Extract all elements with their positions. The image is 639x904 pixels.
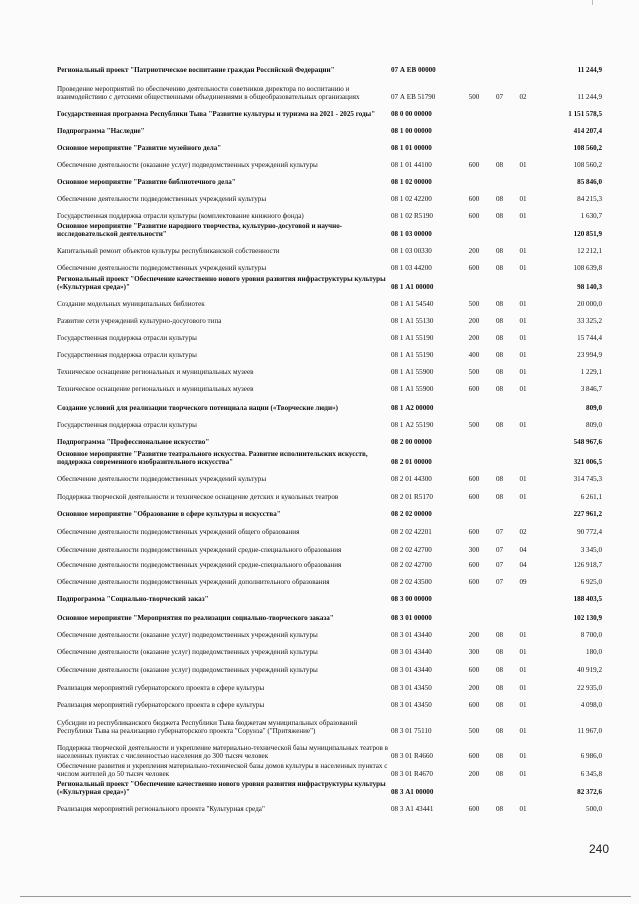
- scan-edge-line: [20, 896, 631, 897]
- row-section: 08: [495, 727, 504, 735]
- row-expense-type: 200: [468, 684, 480, 692]
- row-name: Региональный проект "Обеспечение качественно нового уровня развития инфраструктуры культуры («Культурная среда»)": [57, 275, 386, 291]
- row-section: 08: [495, 701, 504, 709]
- table-row: [57, 272, 602, 291]
- row-subsection: 01: [519, 421, 527, 429]
- row-code: 08 1 А2 00000: [391, 404, 434, 412]
- row-code: 08 1 03 00000: [391, 230, 432, 238]
- row-code: 08 2 02 00000: [391, 510, 432, 518]
- row-code: 08 2 00 00000: [391, 438, 432, 446]
- row-code: 08 3 00 00000: [391, 595, 432, 603]
- row-section: 08: [495, 317, 504, 325]
- row-amount: 20 000,0: [577, 300, 602, 308]
- row-expense-type: 600: [468, 578, 480, 586]
- row-code: 08 1 03 44200: [391, 264, 432, 272]
- row-name: Подпрограмма "Социально-творческий заказ": [57, 595, 209, 603]
- table-row: [57, 569, 602, 586]
- table-row: [57, 778, 602, 796]
- row-code: 08 3 01 75110: [391, 727, 432, 735]
- row-subsection: 01: [519, 752, 527, 760]
- row-name: Субсидии из республиканского бюджета Республики Тыва бюджетам муниципальных образований Республики Тыва на реализацию губернаторского проекта "Сорунза" ("Притяжение"): [57, 719, 358, 735]
- row-name: Обеспечение деятельности подведомственных учреждений общего образования: [57, 528, 300, 536]
- row-expense-type: 600: [468, 561, 480, 569]
- row-code: 08 0 00 00000: [391, 110, 432, 118]
- row-code: 08 1 А1 00000: [391, 283, 434, 291]
- row-section: 08: [495, 421, 504, 429]
- table-row: [57, 796, 602, 813]
- row-amount: 314 745,3: [573, 475, 602, 483]
- row-amount: 90 772,4: [577, 528, 602, 536]
- table-row: [57, 169, 602, 186]
- row-subsection: 01: [519, 195, 527, 203]
- row-expense-type: 500: [468, 300, 480, 308]
- row-section: 08: [495, 648, 504, 656]
- row-code: 08 2 01 R5170: [391, 493, 433, 501]
- row-section: 08: [495, 666, 504, 674]
- row-section: 08: [495, 805, 504, 813]
- row-subsection: 01: [519, 334, 527, 342]
- table-row: [57, 52, 602, 74]
- row-name: Государственная поддержка отрасли культуры: [57, 351, 197, 359]
- row-amount: 809,0: [586, 421, 602, 429]
- row-code: 08 3 01 43450: [391, 701, 432, 709]
- row-name: Региональный проект "Обеспечение качественно нового уровня развития инфраструктуры культуры («Культурная среда»)": [57, 780, 386, 796]
- table-row: [57, 501, 602, 518]
- row-section: 08: [495, 161, 504, 169]
- table-row: [57, 518, 602, 536]
- table-row: [57, 376, 602, 393]
- row-code: 08 1 01 00000: [391, 144, 432, 152]
- row-amount: 6 986,0: [580, 752, 602, 760]
- row-subsection: 04: [519, 546, 527, 554]
- row-amount: 126 918,7: [573, 561, 602, 569]
- row-code: 08 2 02 43500: [391, 578, 432, 586]
- row-subsection: 04: [519, 561, 527, 569]
- row-name: Обеспечение деятельности подведомственных учреждений средне-специального образования: [57, 561, 342, 569]
- row-name: Создание модельных муниципальных библиотек: [57, 300, 205, 308]
- row-code: 08 1 02 00000: [391, 178, 432, 186]
- row-subsection: 01: [519, 727, 527, 735]
- row-name: Подпрограмма "Наследие": [57, 127, 145, 135]
- row-name: Обеспечение развития и укрепления материально-технической базы домов культуры в населенных пунктах с числом жителей до 50 тысяч человек: [57, 762, 388, 778]
- row-section: 08: [495, 493, 504, 501]
- row-section: 08: [495, 195, 504, 203]
- row-expense-type: 200: [468, 631, 480, 639]
- row-section: 08: [495, 770, 504, 778]
- table-row: [57, 118, 602, 135]
- row-code: 08 1 01 44100: [391, 161, 432, 169]
- row-subsection: 01: [519, 212, 527, 220]
- row-expense-type: 300: [468, 648, 480, 656]
- row-section: 08: [495, 752, 504, 760]
- row-code: 08 1 02 42200: [391, 195, 432, 203]
- table-row: [57, 308, 602, 325]
- scan-mark: [592, 0, 593, 5]
- table-row: [57, 622, 602, 639]
- row-amount: 98 140,3: [577, 283, 602, 291]
- row-amount: 22 935,0: [577, 684, 602, 692]
- row-amount: 1 630,7: [580, 212, 602, 220]
- row-expense-type: 600: [468, 264, 480, 272]
- row-amount: 6 925,0: [580, 578, 602, 586]
- table-row: [57, 291, 602, 308]
- row-amount: 6 345,8: [580, 770, 602, 778]
- row-name: Подпрограмма "Профессиональное искусство": [57, 438, 210, 446]
- row-name: Государственная поддержка отрасли культуры (комплектование книжного фонда): [57, 212, 304, 220]
- row-code: 08 3 01 R4670: [391, 770, 433, 778]
- row-code: 08 2 02 42700: [391, 546, 432, 554]
- table-row: [57, 393, 602, 412]
- row-name: Региональный проект "Патриотическое воспитание граждан Российской Федерации": [57, 66, 335, 74]
- table-row: [57, 536, 602, 554]
- row-name: Поддержка творческой деятельности и укрепление материально-технической базы муниципальных театров в населенных пунктах с численностью населения до 300 тысяч человек: [57, 744, 389, 760]
- row-code: 08 2 01 44300: [391, 475, 432, 483]
- row-expense-type: 600: [468, 212, 480, 220]
- row-amount: 809,0: [586, 404, 602, 412]
- row-amount: 12 212,1: [577, 247, 602, 255]
- row-name: Основное мероприятие "Развитие народного творчества, культурно-досуговой и научно-исследовательской деятельности": [57, 222, 343, 238]
- row-code: 08 1 А1 55190: [391, 351, 434, 359]
- budget-table: [57, 52, 602, 813]
- row-section: 08: [495, 475, 504, 483]
- row-expense-type: 500: [468, 727, 480, 735]
- row-section: 08: [495, 631, 504, 639]
- row-amount: 1 151 578,5: [568, 110, 602, 118]
- row-subsection: 09: [519, 578, 527, 586]
- table-row: [57, 325, 602, 342]
- table-row: [57, 446, 602, 466]
- row-amount: 11 967,0: [577, 727, 602, 735]
- row-amount: 108 560,2: [573, 161, 602, 169]
- row-subsection: 01: [519, 631, 527, 639]
- row-name: Капитальный ремонт объектов культуры республиканской собственности: [57, 247, 280, 255]
- row-amount: 500,0: [586, 805, 602, 813]
- row-name: Реализация мероприятий регионального проекта "Культурная среда": [57, 805, 265, 813]
- row-expense-type: 500: [468, 368, 480, 376]
- row-expense-type: 600: [468, 805, 480, 813]
- row-name: Государственная поддержка отрасли культуры: [57, 421, 197, 429]
- table-row: [57, 483, 602, 501]
- row-code: 08 2 01 00000: [391, 458, 432, 466]
- row-expense-type: 600: [468, 528, 480, 536]
- row-code: 08 1 02 R5190: [391, 212, 433, 220]
- row-amount: 1 229,1: [580, 368, 602, 376]
- row-amount: 11 244,9: [577, 93, 602, 101]
- row-expense-type: 600: [468, 666, 480, 674]
- row-section: 08: [495, 300, 504, 308]
- row-name: Обеспечение деятельности (оказание услуг) подведомственных учреждений культуры: [57, 648, 318, 656]
- row-code: 08 1 А1 55900: [391, 385, 434, 393]
- row-amount: 321 006,5: [573, 458, 602, 466]
- row-code: 08 3 01 00000: [391, 614, 432, 622]
- table-row: [57, 586, 602, 603]
- row-section: 08: [495, 334, 504, 342]
- table-row: [57, 186, 602, 203]
- row-subsection: 01: [519, 351, 527, 359]
- row-subsection: 01: [519, 247, 527, 255]
- row-subsection: 01: [519, 300, 527, 308]
- row-subsection: 01: [519, 666, 527, 674]
- row-code: 08 3 А1 00000: [391, 788, 434, 796]
- row-amount: 414 207,4: [573, 127, 602, 135]
- row-code: 08 3 01 43440: [391, 648, 432, 656]
- table-row: [57, 692, 602, 709]
- row-name: Основное мероприятие "Развитие театрального искусства. Развитие исполнительских искусств, поддержка современного изобразительного искусства": [57, 450, 368, 466]
- row-subsection: 01: [519, 770, 527, 778]
- table-row: [57, 603, 602, 622]
- row-section: 08: [495, 351, 504, 359]
- row-code: 08 1 А2 55190: [391, 421, 434, 429]
- row-amount: 3 345,0: [580, 546, 602, 554]
- row-amount: 188 403,5: [573, 595, 602, 603]
- row-amount: 40 919,2: [577, 666, 602, 674]
- row-expense-type: 600: [468, 195, 480, 203]
- row-code: 08 3 01 43450: [391, 684, 432, 692]
- page-number: 240: [589, 842, 610, 856]
- row-name: Обеспечение деятельности (оказание услуг) подведомственных учреждений культуры: [57, 161, 318, 169]
- row-expense-type: 200: [468, 770, 480, 778]
- row-section: 07: [495, 561, 504, 569]
- row-name: Обеспечение деятельности подведомственных учреждений дополнительного образования: [57, 578, 330, 586]
- table-row: [57, 639, 602, 656]
- row-code: 07 А ЕВ 00000: [391, 66, 436, 74]
- table-row: [57, 674, 602, 692]
- row-name: Техническое оснащение региональных и муниципальных музеев: [57, 368, 254, 376]
- row-code: 08 1 00 00000: [391, 127, 432, 135]
- table-row: [57, 735, 602, 760]
- row-name: Государственная поддержка отрасли культуры: [57, 334, 197, 342]
- table-row: [57, 412, 602, 429]
- row-section: 08: [495, 212, 504, 220]
- row-section: 08: [495, 247, 504, 255]
- row-name: Обеспечение деятельности подведомственных учреждений культуры: [57, 264, 267, 272]
- row-amount: 23 994,9: [577, 351, 602, 359]
- table-row: [57, 74, 602, 101]
- row-amount: 15 744,4: [577, 334, 602, 342]
- row-expense-type: 600: [468, 161, 480, 169]
- row-amount: 120 851,9: [573, 230, 602, 238]
- row-expense-type: 600: [468, 493, 480, 501]
- table-row: [57, 203, 602, 220]
- row-code: 08 1 А1 55130: [391, 317, 434, 325]
- table-row: [57, 238, 602, 255]
- row-code: 08 1 03 00330: [391, 247, 432, 255]
- table-row: [57, 101, 602, 118]
- row-expense-type: 200: [468, 247, 480, 255]
- row-subsection: 01: [519, 264, 527, 272]
- row-name: Развитие сети учреждений культурно-досугового типа: [57, 317, 222, 325]
- row-code: 08 2 02 42201: [391, 528, 432, 536]
- row-amount: 84 215,3: [577, 195, 602, 203]
- row-amount: 6 261,1: [580, 493, 602, 501]
- row-section: 07: [495, 546, 504, 554]
- row-subsection: 01: [519, 385, 527, 393]
- row-name: Обеспечение деятельности подведомственных учреждений культуры: [57, 195, 267, 203]
- row-expense-type: 600: [468, 385, 480, 393]
- row-name: Государственная программа Республики Тыва "Развитие культуры и туризма на 2021 - 2025 годы": [57, 110, 376, 118]
- row-name: Основное мероприятие "Мероприятия по реализации социально-творческого заказа": [57, 614, 334, 622]
- row-expense-type: 200: [468, 334, 480, 342]
- row-name: Реализация мероприятий губернаторского проекта в сфере культуры: [57, 684, 265, 692]
- row-expense-type: 400: [468, 351, 480, 359]
- row-name: Проведение мероприятий по обеспечению деятельности советников директора по воспитанию и взаимодействию с детскими общественными объединениями в общеобразовательных организациях: [57, 85, 360, 101]
- row-name: Поддержка творческой деятельности и техническое оснащение детских и кукольных театров: [57, 493, 339, 501]
- row-name: Техническое оснащение региональных и муниципальных музеев: [57, 385, 254, 393]
- row-name: Реализация мероприятий губернаторского проекта в сфере культуры: [57, 701, 265, 709]
- row-amount: 3 846,7: [580, 385, 602, 393]
- row-expense-type: 500: [468, 93, 480, 101]
- row-subsection: 01: [519, 648, 527, 656]
- row-expense-type: 600: [468, 701, 480, 709]
- table-row: [57, 342, 602, 359]
- row-expense-type: 300: [468, 546, 480, 554]
- row-section: 07: [495, 528, 504, 536]
- row-section: 07: [495, 578, 504, 586]
- row-subsection: 01: [519, 317, 527, 325]
- row-name: Обеспечение деятельности (оказание услуг) подведомственных учреждений культуры: [57, 666, 318, 674]
- row-code: 08 3 А1 43441: [391, 805, 434, 813]
- row-section: 08: [495, 684, 504, 692]
- row-code: 08 2 02 42700: [391, 561, 432, 569]
- row-code: 08 3 01 R4660: [391, 752, 433, 760]
- table-row: [57, 554, 602, 569]
- row-name: Обеспечение деятельности подведомственных учреждений средне-специального образования: [57, 546, 342, 554]
- row-expense-type: 600: [468, 475, 480, 483]
- row-name: Создание условий для реализации творческого потенциала нации («Творческие люди»): [57, 404, 338, 412]
- row-amount: 180,0: [586, 648, 602, 656]
- row-subsection: 01: [519, 475, 527, 483]
- row-code: 08 1 А1 55190: [391, 334, 434, 342]
- row-amount: 548 967,6: [573, 438, 602, 446]
- row-amount: 33 325,2: [577, 317, 602, 325]
- row-amount: 4 098,0: [580, 701, 602, 709]
- row-subsection: 01: [519, 161, 527, 169]
- row-name: Обеспечение деятельности подведомственных учреждений культуры: [57, 475, 267, 483]
- row-subsection: 01: [519, 805, 527, 813]
- row-amount: 85 846,0: [577, 178, 602, 186]
- row-name: Обеспечение деятельности (оказание услуг) подведомственных учреждений культуры: [57, 631, 318, 639]
- row-code: 08 1 А1 55900: [391, 368, 434, 376]
- row-expense-type: 500: [468, 421, 480, 429]
- row-amount: 82 372,6: [577, 788, 602, 796]
- table-row: [57, 152, 602, 169]
- table-row: [57, 135, 602, 152]
- row-name: Основное мероприятие "Развитие музейного дела": [57, 144, 222, 152]
- row-subsection: 01: [519, 701, 527, 709]
- table-row: [57, 220, 602, 238]
- table-row: [57, 429, 602, 446]
- row-subsection: 01: [519, 684, 527, 692]
- table-row: [57, 709, 602, 735]
- table-row: [57, 760, 602, 778]
- row-amount: 11 244,9: [577, 66, 602, 74]
- row-amount: 108 639,8: [573, 264, 602, 272]
- row-code: 08 1 А1 54540: [391, 300, 434, 308]
- table-row: [57, 656, 602, 674]
- row-name: Основное мероприятие "Образование в сфере культуры и искусства": [57, 510, 281, 518]
- row-name: Основное мероприятие "Развитие библиотечного дела": [57, 178, 236, 186]
- row-amount: 227 961,2: [573, 510, 602, 518]
- row-section: 08: [495, 368, 504, 376]
- row-subsection: 01: [519, 368, 527, 376]
- row-expense-type: 200: [468, 317, 480, 325]
- row-subsection: 02: [519, 93, 527, 101]
- table-row: [57, 466, 602, 483]
- row-section: 07: [495, 93, 504, 101]
- row-subsection: 02: [519, 528, 527, 536]
- row-section: 08: [495, 264, 504, 272]
- row-amount: 102 130,9: [573, 614, 602, 622]
- row-amount: 108 560,2: [573, 144, 602, 152]
- row-code: 08 3 01 43440: [391, 631, 432, 639]
- table-row: [57, 255, 602, 272]
- row-code: 08 3 01 43440: [391, 666, 432, 674]
- table-row: [57, 359, 602, 376]
- row-code: 07 А ЕВ 51790: [391, 93, 436, 101]
- row-subsection: 01: [519, 493, 527, 501]
- row-expense-type: 600: [468, 752, 480, 760]
- row-amount: 8 700,0: [580, 631, 602, 639]
- row-section: 08: [495, 385, 504, 393]
